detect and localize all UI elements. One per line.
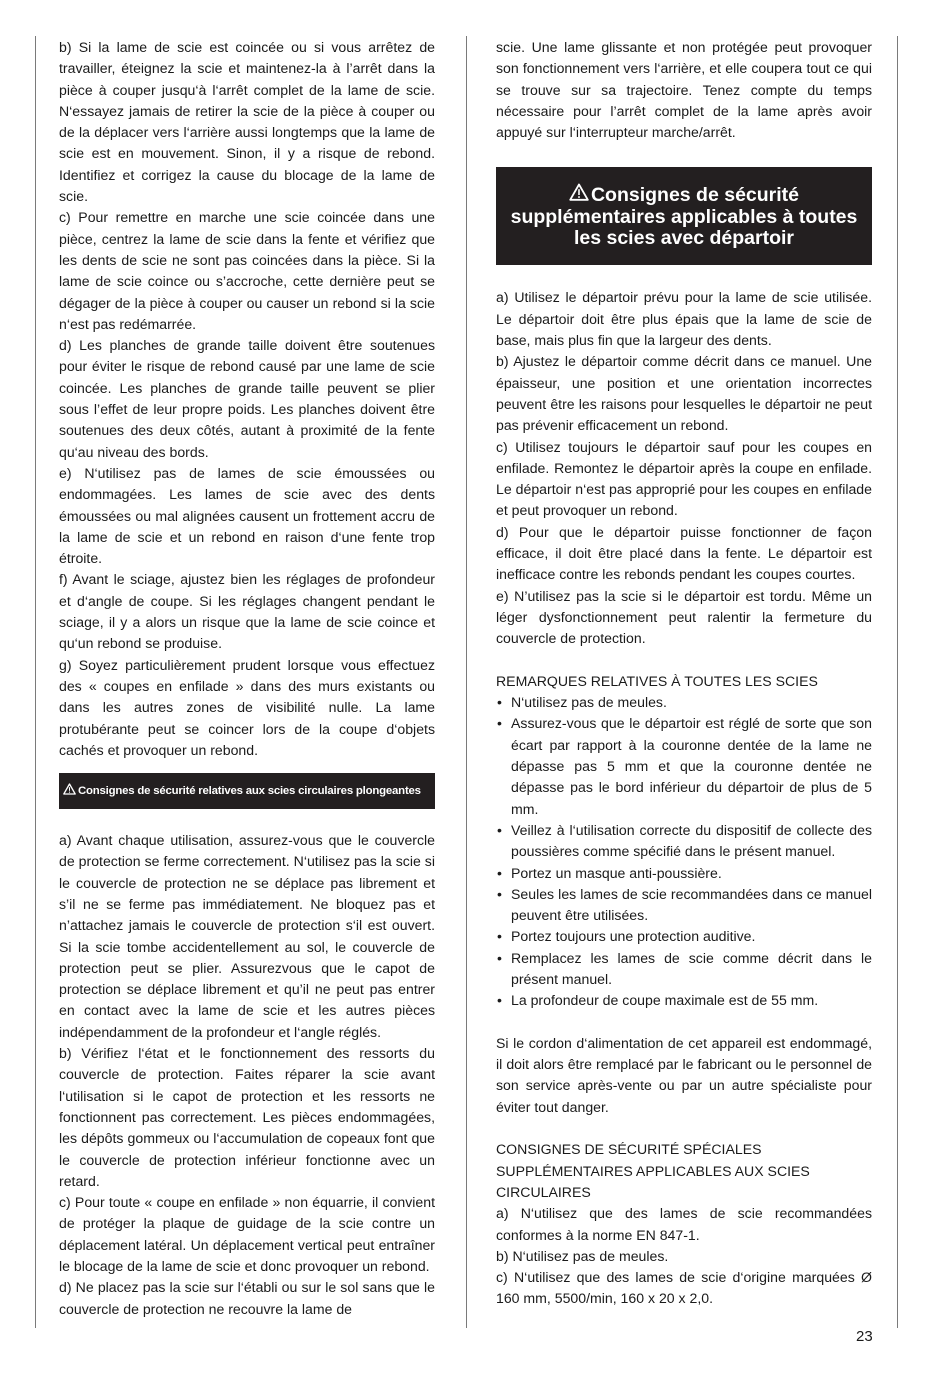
riving-paragraph-e: e) N’utilisez pas la scie si le départoir est tordu. Même un léger dysfonctionnement peut ralentir la fermeture du couvercle de protection. xyxy=(496,587,872,647)
paragraph-f-depth-angle: f) Avant le sciage, ajustez bien les réglages de profondeur et d‘angle de coupe. Si les réglages changent pendant le sciage, il y a alors un risque que la lame de scie coince et qu‘un rebond se produise. xyxy=(59,571,435,652)
warning-triangle-icon xyxy=(63,783,76,800)
list-item: • Veillez à l‘utilisation correcte du dispositif de collecte des poussières comme spécifié dans le présent manuel. xyxy=(496,820,872,863)
paragraph-continued-blade: scie. Une lame glissante et non protégée peut provoquer son fonctionnement vers l‘arrière, et elle coupera tout ce qui se trouve sur sa trajectoire. Tenez compte du temps nécessaire pour l’arrêt complet de la lame après avoir appuyé sur l‘interrupteur marche/arrêt. xyxy=(496,39,872,141)
list-item: • Remplacez les lames de scie comme décrit dans le présent manuel. xyxy=(496,948,872,991)
spacer xyxy=(496,650,872,671)
paragraph-d-large-boards: d) Les planches de grande taille doivent être soutenues pour éviter le risque de rebond causé par une lame de scie coincée. Les planches de grande taille peuvent se plier sous l’effet de leur propre poids. Les planches doivent être soutenues des deux côtés, autant à proximité de la fente qu‘au niveau des bords. xyxy=(59,337,435,460)
paragraph-c-guide-plate: c) Pour toute « coupe en enfilade » non équarrie, il convient de protéger la plaque de guidage de la scie contre un déplacement latéral. Un déplacement vertical peut entraîner le blocage de la lame de scie et donc provoquer un rebond. xyxy=(59,1194,435,1275)
paragraph-d-workbench: d) Ne placez pas la scie sur l‘établi ou sur le sol sans que le couvercle de protection ne recouvre la lame de xyxy=(59,1279,435,1317)
list-item: • Seules les lames de scie recommandées dans ce manuel peuvent être utilisées. xyxy=(496,884,872,927)
left-margin-rule xyxy=(35,36,36,1328)
riving-knife-banner-line-1 xyxy=(569,183,799,207)
list-item: • Assurez-vous que le départoir est réglé de sorte que son écart par rapport à la couronne dentée de la lame ne dépasse pas 5 mm et que la couronne dentée ne dépasse pas le bord inférieur du départoir de plus de 5 mm. xyxy=(496,713,872,819)
special-heading-line-1: CONSIGNES DE SÉCURITÉ SPÉCIALES xyxy=(496,1141,762,1158)
riving-paragraph-a: a) Utilisez le départoir prévu pour la lame de scie utilisée. Le départoir doit être plus épais que la lame de scie de base, mais plus fin que la largeur des dents. xyxy=(496,289,872,349)
right-margin-rule xyxy=(897,36,898,1328)
riving-knife-safety-banner xyxy=(496,167,872,265)
paragraph-b-blade-jammed: b) Si la lame de scie est coincée ou si vous arrêtez de travailler, éteignez la scie et maintenez-la à l’arrêt dans la pièce à couper jusqu‘à l‘arrêt complet de la lame de scie. N‘essayez jamais de retirer la scie de la pièce à couper ou de la déplacer vers l‘arrière aussi longtemps que la lame de scie est en mouvement. Sinon, il y a risque de rebond. Identifiez et corrigez la cause du blocage de la lame de scie. xyxy=(59,39,435,205)
special-item-a: a) N‘utilisez que des lames de scie recommandées conformes à la norme EN 847-1. xyxy=(496,1205,872,1243)
left-column xyxy=(59,37,435,1320)
paragraph-b-cover-springs: b) Vérifiez l‘état et le fonctionnement des ressorts du couvercle de protection. Faites réparer la scie avant l‘utilisation si le capot de protection et les ressorts ne fonctionnent pas correctement. Les pièces endommagées, les dépôts gommeux ou l‘accumulation de copeaux font que le couvercle de protection inférieur fonctionne avec un retard. xyxy=(59,1045,435,1189)
riving-knife-banner-line-3: les scies avec départoir xyxy=(573,227,795,250)
remarks-heading: REMARQUES RELATIVES À TOUTES LES SCIES xyxy=(496,672,818,689)
center-column-rule xyxy=(466,36,467,1328)
paragraph-c-restart-saw: c) Pour remettre en marche une scie coincée dans une pièce, centrez la lame de scie dans la fente et vérifiez que les dents de scie ne sont pas coincées dans la pièce. Si la lame de scie coince ou s’accroche, cette dernière peut se dégager de la pièce à couper ou causer un rebond si la scie n‘est pas redémarrée. xyxy=(59,209,435,332)
page-number: 23 xyxy=(856,1328,873,1345)
riving-knife-banner-line-2: supplémentaires applicables à toutes xyxy=(510,205,858,228)
paragraph-e-dull-blades: e) N‘utilisez pas de lames de scie émoussées ou endommagées. Les lames de scie avec des dents émoussées ou mal alignées causent un frottement accru de la lame de scie et un rebond en raison d‘une fente trop étroite. xyxy=(59,464,435,567)
plunge-saw-safety-banner xyxy=(59,773,435,809)
paragraph-g-plunge-cuts: g) Soyez particulièrement prudent lorsque vous effectuez des « coupes en enfilade » dans des murs existants ou dans les autres zones de visibilité nulle. La lame protubérante peut se coincer lors de la coupe d‘objets cachés et provoquer un rebond. xyxy=(59,656,435,758)
special-heading-line-3: CIRCULAIRES xyxy=(496,1183,591,1200)
warning-triangle-icon xyxy=(569,183,589,207)
list-item: • N‘utilisez pas de meules. xyxy=(496,692,872,713)
remarks-list xyxy=(496,692,872,1011)
list-item: • Portez toujours une protection auditive. xyxy=(496,926,872,947)
riving-paragraph-c: c) Utilisez toujours le départoir sauf pour les coupes en enfilade. Remontez le départoir après la coupe en enfilade. Le départoir n‘est pas approprié pour les coupes en enfilade et peut provoquer un rebond. xyxy=(496,438,872,519)
riving-knife-banner-text-1: Consignes de sécurité xyxy=(590,184,800,207)
right-column xyxy=(496,37,872,1310)
plunge-saw-safety-banner-title: Consignes de sécurité relatives aux scies circulaires plongeantes xyxy=(78,785,421,798)
spacer xyxy=(496,1012,872,1033)
list-item: • La profondeur de coupe maximale est de 55 mm. xyxy=(496,990,872,1011)
special-item-c: c) N‘utilisez que des lames de scie d‘origine marquées Ø 160 mm, 5500/min, 160 x 20 x 2,0. xyxy=(496,1269,872,1307)
list-item: • Portez un masque anti-poussière. xyxy=(496,863,872,884)
riving-paragraph-d: d) Pour que le départoir puisse fonctionner de façon efficace, il doit être placé dans la fente. Le départoir est inefficace contre les rebonds pendant les coupes courtes. xyxy=(496,523,872,583)
paragraph-a-protection-cover: a) Avant chaque utilisation, assurez-vous que le couvercle de protection se ferme correctement. N‘utilisez pas la scie si le couvercle de protection ne se déplace pas librement et s’il ne se ferme pas immédiatement. Ne bloquez pas et n’attachez jamais le couvercle de protection s‘il est ouvert. Si la scie tombe accidentellement au sol, le couvercle de protection peut se plier. Assurezvous que le capot de protection se déplace librement et qu’il ne peut pas entrer en contact avec la lame de scie et les autres pièces indépendamment de la profondeur et l‘angle réglés. xyxy=(59,832,435,1040)
spacer xyxy=(496,1118,872,1139)
special-heading-line-2: SUPPLÉMENTAIRES APPLICABLES AUX SCIES xyxy=(496,1162,810,1179)
special-item-b: b) N‘utilisez pas de meules. xyxy=(496,1247,669,1264)
power-cord-paragraph: Si le cordon d‘alimentation de cet appareil est endommagé, il doit alors être remplacé par le fabricant ou le personnel de son service après-vente ou par un autre spécialiste pour éviter tout danger. xyxy=(496,1034,872,1115)
riving-paragraph-b: b) Ajustez le départoir comme décrit dans ce manuel. Une épaisseur, une position et une orientation incorrectes peuvent être les raisons pour lesquelles le départoir ne peut pas prévenir efficacement un rebond. xyxy=(496,353,872,434)
